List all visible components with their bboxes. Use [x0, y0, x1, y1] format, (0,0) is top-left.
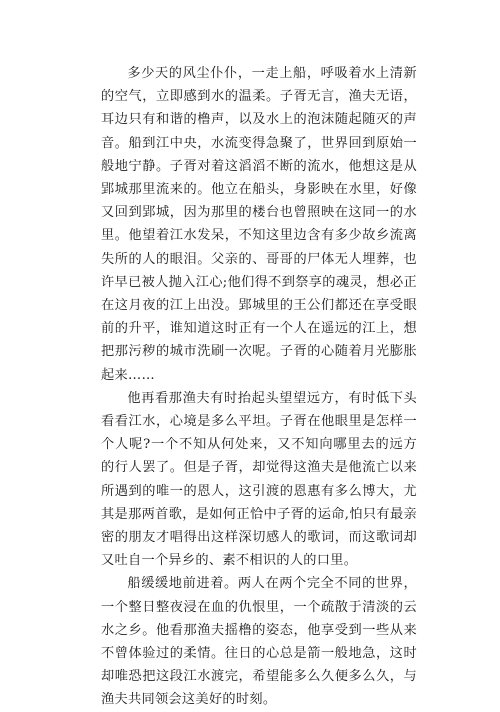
paragraph-3: 船缓缓地前进着。两人在两个完全不同的世界，一个整日整夜浸在血的仇恨里，一个疏散于清淡的云水之乡。他看那渔夫摇橹的姿态，他享受到一些从来不曾体验过的柔情。往日的心总是箭一般地急，这时却唯恐把这段江水渡完，希望能多么久便多么久，与渔夫共同领会这美好的时刻。	[101, 576, 417, 708]
paragraph-2: 他再看那渔夫有时抬起头望望远方，有时低下头看看江水，心境是多么平坦。子胥在他眼里是怎样一个人呢?一个不知从何处来，又不知向哪里去的远方的行人罢了。但是子胥，却觉得这渔夫是他流亡以来所遇到的唯一的恩人，这引渡的恩惠有多么博大，尤其是那两首歌，是如何正恰中子胥的运命,怕只有最亲密的朋友才唱得出这样深切感人的歌词，而这歌词却又吐自一个异乡的、素不相识的人的口里。	[101, 390, 417, 569]
document-body	[101, 62, 417, 712]
paragraph-1: 多少天的风尘仆仆，一走上船，呼吸着水上清新的空气，立即感到水的温柔。子胥无言，渔夫无语，耳边只有和谐的橹声，以及水上的泡沫随起随灭的声音。船到江中央，水流变得急聚了，世界回到原始一般地宁静。子胥对着这滔滔不断的流水，他想这是从郢城那里流来的。他立在船头，身影映在水里，好像又回到郢城，因为那里的楼台也曾照映在这同一的水里。他望着江水发呆，不知这里边含有多少故乡流离失所的人的眼泪。父亲的、哥哥的尸体无人埋葬，也许早已被人抛入江心;他们得不到祭享的魂灵，想必正在这月夜的江上出没。郢城里的王公们都还在享受眼前的升平，谁知道这时正有一个人在遥远的江上，想把那污秽的城市洗刷一次呢。子胥的心随着月光膨胀起来……	[101, 66, 417, 383]
